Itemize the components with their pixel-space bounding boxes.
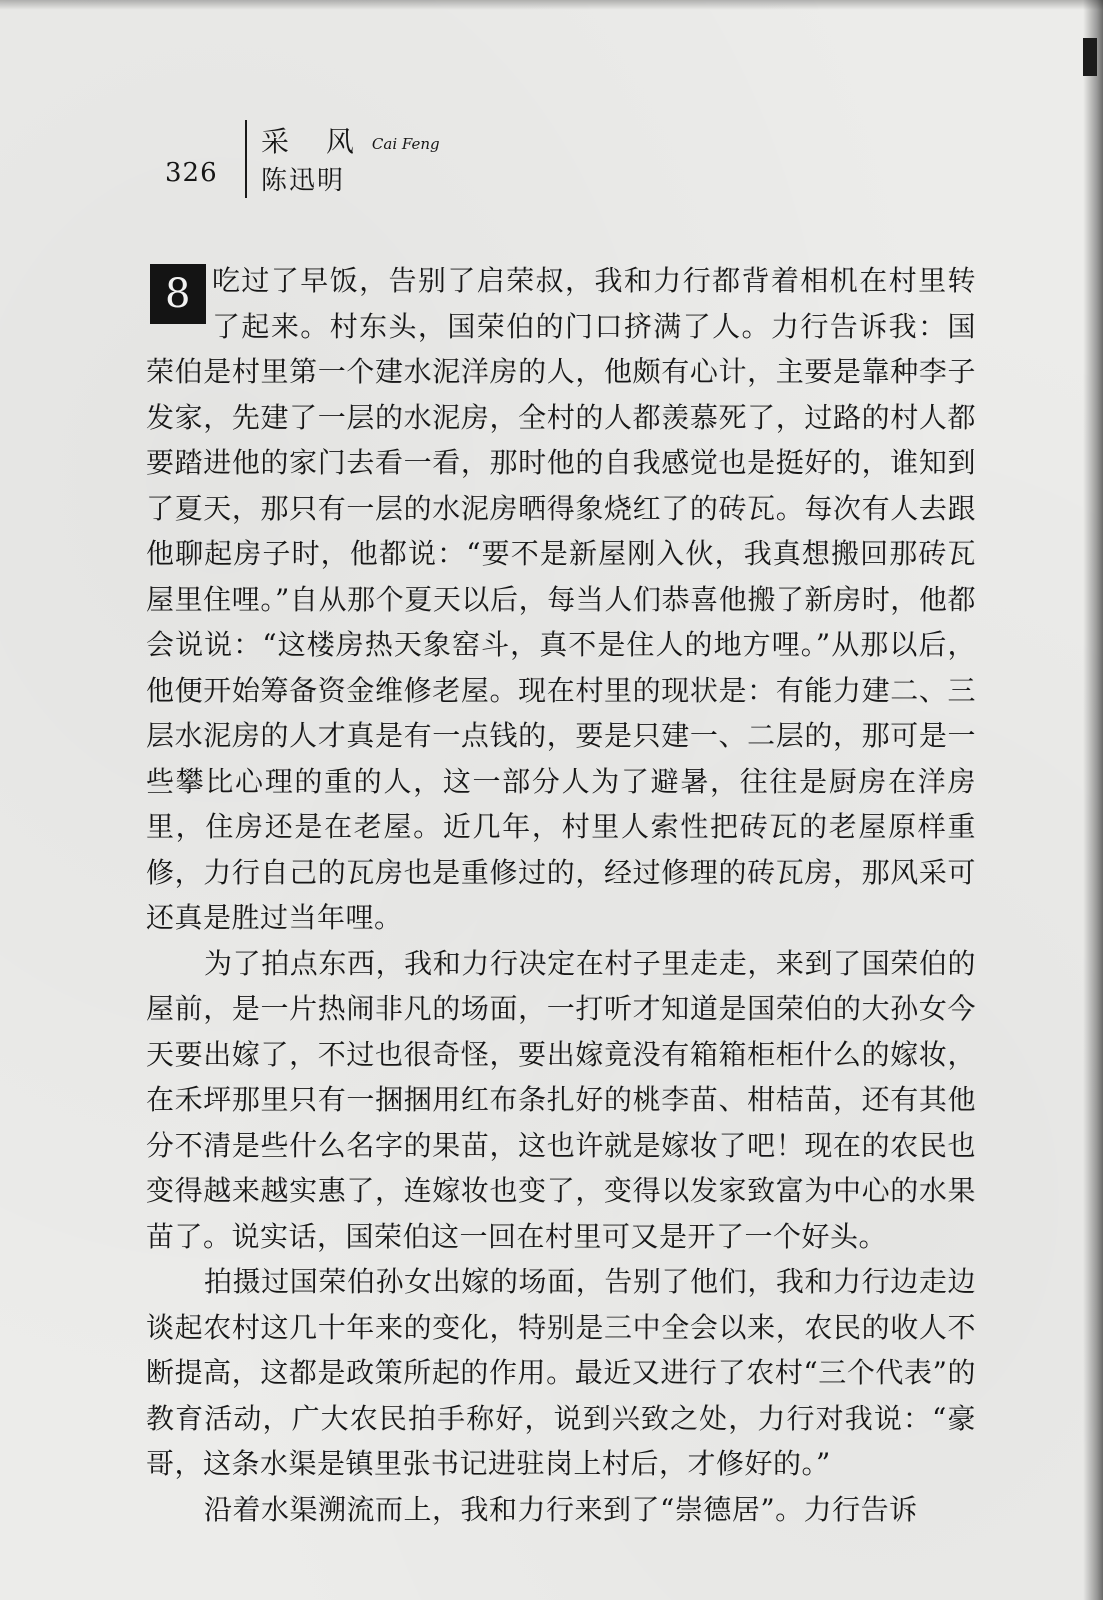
paragraph-text: 吃过了早饭，告别了启荣叔，我和力行都背着相机在村里转了起来。村东头，国荣伯的门口挤满了人。力行告诉我：国荣伯是村里第一个建水泥洋房的人，他颇有心计，主要是靠种李子发家，先建了一层的水泥房，全村的人都羡慕死了，过路的村人都要踏进他的家门去看一看，那时他的自我感觉也是挺好的，谁知到了夏天，那只有一层的水泥房晒得象烧红了的砖瓦。每次有人去跟他聊起房子时，他都说：“要不是新屋刚入伙，我真想搬回那砖瓦屋里住哩。”自从那个夏天以后，每当人们恭喜他搬了新房时，他都会说说：“这楼房热天象窑斗，真不是住人的地方哩。”从那以后，他便开始筹备资金维修老屋。现在村里的现状是：有能力建二、三层水泥房的人才真是有一点钱的，要是只建一、二层的，那可是一些攀比心理的重的人，这一部分人为了避暑，往往是厨房在洋房里，住房还是在老屋。近几年，村里人索性把砖瓦的老屋原样重修，力行自己的瓦房也是重修过的，经过修理的砖瓦房，那风采可还真是胜过当年哩。 — [146, 264, 976, 934]
running-header — [165, 120, 565, 200]
header-divider — [245, 120, 247, 198]
scan-corner-mark — [1083, 38, 1097, 76]
paragraph: 拍摄过国荣伯孙女出嫁的场面，告别了他们，我和力行边走边谈起农村这几十年来的变化，特别是三中全会以来，农民的收人不断提高，这都是政策所起的作用。最近又进行了农村“三个代表”的教育活动，广大农民拍手称好，说到兴致之处，力行对我说：“豪哥，这条水渠是镇里张书记进驻岗上村后，才修好的。” — [146, 1265, 976, 1480]
paragraph: 沿着水渠溯流而上，我和力行来到了“崇德居”。力行告诉 — [204, 1492, 918, 1526]
page-number: 326 — [165, 158, 218, 188]
section-title — [261, 120, 440, 160]
article-body — [146, 258, 976, 1532]
drop-cap-number: 8 — [150, 264, 206, 324]
paragraph: 为了拍点东西，我和力行决定在村子里走走，来到了国荣伯的屋前，是一片热闹非凡的场面，一打听才知道是国荣伯的大孙女今天要出嫁了，不过也很奇怪，要出嫁竟没有箱箱柜柜什么的嫁妆，在禾坪那里只有一捆捆用红布条扎好的桃李苗、柑桔苗，还有其他分不清是些什么名字的果苗，这也许就是嫁妆了吧！现在的农民也变得越来越实惠了，连嫁妆也变了，变得以发家致富为中心的水果苗了。说实话，国荣伯这一回在村里可又是开了一个好头。 — [146, 946, 976, 1253]
paragraph — [146, 258, 976, 941]
section-title-cn: 采 风 — [261, 125, 368, 158]
page-binding-shadow — [1083, 0, 1103, 1600]
author-name: 陈迅明 — [261, 166, 346, 196]
page-top-shadow — [0, 0, 1103, 10]
section-title-en: Cai Feng — [371, 135, 440, 153]
